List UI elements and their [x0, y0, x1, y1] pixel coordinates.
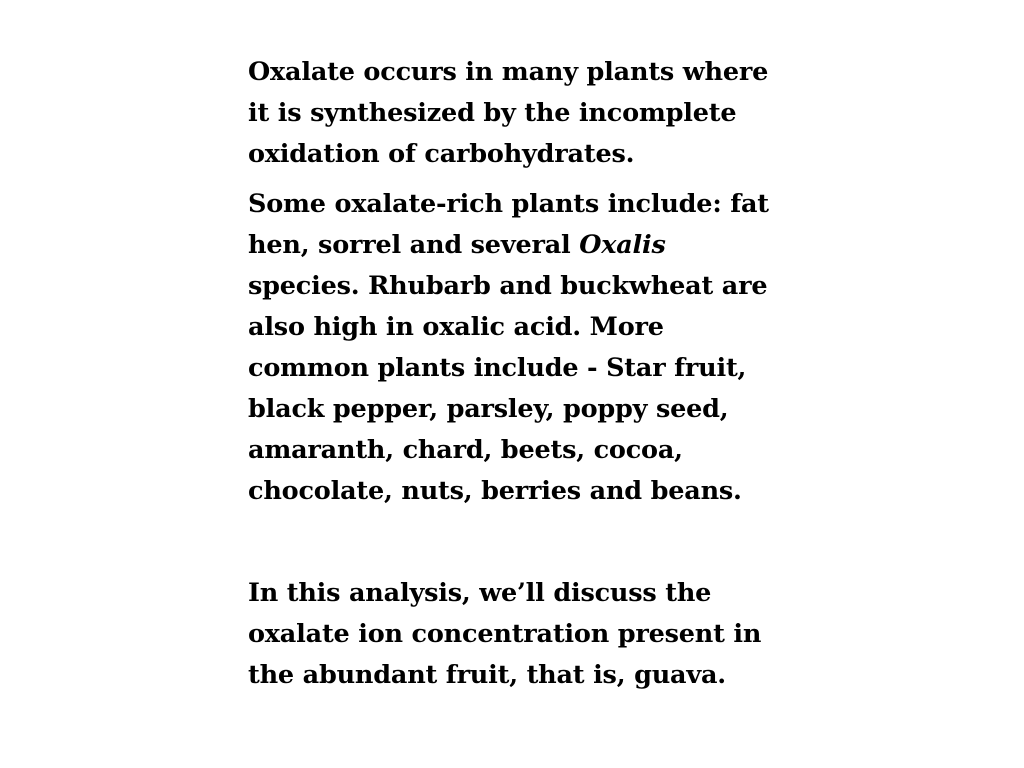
text-line: oxidation of carbohydrates.: [248, 139, 635, 169]
italic-genus-name: Oxalis: [579, 230, 666, 260]
text-segment: hen, sorrel and several: [248, 230, 580, 260]
text-line: oxalate ion concentration present in: [248, 619, 762, 649]
paragraph-oxalate-rich-plants: [248, 184, 848, 512]
paragraph-oxalate-intro: [248, 52, 848, 175]
text-line: Some oxalate-rich plants include: fat: [248, 189, 769, 219]
text-line: black pepper, parsley, poppy seed,: [248, 394, 729, 424]
text-line: chocolate, nuts, berries and beans.: [248, 476, 742, 506]
left-margin: [0, 0, 158, 768]
text-line: [248, 225, 848, 266]
text-line: also high in oxalic acid. More: [248, 312, 664, 342]
text-line: Oxalate occurs in many plants where: [248, 57, 769, 87]
text-line: species. Rhubarb and buckwheat are: [248, 271, 768, 301]
paragraph-analysis-guava: [248, 573, 848, 696]
text-line: it is synthesized by the incomplete: [248, 98, 737, 128]
text-line: the abundant fruit, that is, guava.: [248, 660, 726, 690]
text-line: common plants include - Star fruit,: [248, 353, 747, 383]
text-line: In this analysis, we’ll discuss the: [248, 578, 712, 608]
text-line: amaranth, chard, beets, cocoa,: [248, 435, 683, 465]
